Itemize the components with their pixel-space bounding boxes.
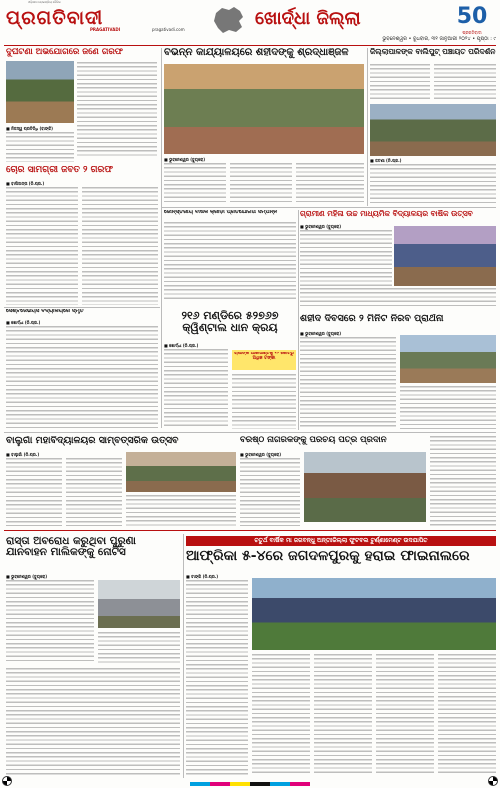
column-rule bbox=[161, 48, 162, 428]
story-7-callout: ଚାଷୀଙ୍କ ଆକାଉଣ୍ଟକୁ ୧୨ କୋଟିରୁ ଅଧିକ ଟଙ୍କା bbox=[234, 352, 294, 361]
story-3-body-col1 bbox=[370, 64, 430, 102]
story-8-photo bbox=[400, 335, 496, 383]
masthead-tagline: ଓଡ଼ିଶାର ଲୋକପ୍ରିୟ ଦୈନିକ bbox=[28, 0, 61, 4]
story-3-photo bbox=[370, 104, 496, 156]
story-12-body-col5 bbox=[438, 654, 496, 776]
story-1-photo bbox=[6, 61, 74, 123]
row-rule bbox=[4, 432, 496, 433]
district-title: ଖୋର୍ଦ୍ଧା ଜିଲ୍ଲା bbox=[255, 8, 361, 29]
column-rule bbox=[298, 210, 299, 430]
story-7-headline: ୨୧୬ ମଣ୍ଡିରେ ୫୨୭୬୭ କ୍ୱିଣ୍ଟାଲ ଧାନ କ୍ରୟ bbox=[181, 310, 279, 334]
story-7-byline: ■ ଖୋର୍ଦ୍ଧା (ନି.ପ୍ର.) bbox=[164, 343, 199, 348]
story-3-byline: ■ ଜଟଣୀ (ନି.ପ୍ର.) bbox=[370, 158, 402, 163]
story-5-byline: ■ ଭୁବନେଶ୍ୱର (ବ୍ୟୁରୋ) bbox=[300, 224, 342, 229]
story-10-headline: ବରିଷ୍ଠ ନାଗରିକଙ୍କୁ ପରିଚୟ ପତ୍ର ପ୍ରଦାନ bbox=[240, 436, 387, 445]
story-2-photo bbox=[164, 64, 364, 154]
masthead-url: pragativadi.com bbox=[152, 27, 185, 32]
story-1-headline: ଦୁର୍ଘଟଣା ଅଭିଯୋଗରେ ଜଣେ ଗିରଫ bbox=[6, 48, 123, 57]
story-12-kicker: ଚତୁର୍ଥ ବାର୍ଷିକ ମା ଜଗବନ୍ଧୁ ଅନ୍ତଃଜିଲ୍ଲା ଫୁଟବଲ ଟୁର୍ଣ୍ଣାମେଣ୍ଟ ଉଦଯାପିତ bbox=[186, 536, 496, 546]
column-rule bbox=[183, 534, 184, 778]
story-5-body bbox=[300, 230, 392, 286]
column-rule bbox=[367, 48, 368, 206]
story-6-headline: ସେଣ୍ଟଜେଭିୟର୍ସ ବିଦ୍ୟାଳୟରେ ସ୍ମୃତି bbox=[6, 309, 84, 314]
story-6-byline: ■ ଖୋର୍ଦ୍ଧା (ନି.ପ୍ର.) bbox=[6, 320, 41, 325]
story-2-headline: ବିଭିନ୍ନ କାର୍ଯ୍ୟାଳୟରେ ଶହୀଦଙ୍କୁ ଶ୍ରଦ୍ଧାଞ୍ଜଳି bbox=[164, 48, 349, 58]
row-rule bbox=[4, 307, 160, 308]
story-2-body-col3 bbox=[296, 163, 364, 205]
story-2-byline: ■ ଭୁବନେଶ୍ୱର (ବ୍ୟୁରୋ) bbox=[164, 157, 206, 162]
story-12-body-col3 bbox=[314, 654, 372, 776]
story-3-body bbox=[370, 164, 496, 204]
story-5-body-lower bbox=[300, 288, 496, 308]
registration-mark-icon bbox=[2, 776, 12, 786]
masthead-logo: ପ୍ରଗତିବାଦୀ bbox=[6, 7, 104, 29]
registration-mark-icon bbox=[488, 776, 498, 786]
story-5-photo bbox=[394, 226, 496, 286]
story-8-headline: ଶହୀଦ ଦିବସରେ ୨ ମିନିଟ ନିରବ ପ୍ରାର୍ଥନା bbox=[300, 314, 444, 324]
story-4-body-col2 bbox=[82, 187, 158, 305]
story-9-body-col2 bbox=[66, 458, 122, 526]
anniversary-number: 50 bbox=[456, 4, 488, 29]
masthead-rule bbox=[4, 45, 496, 46]
story-8-body-right bbox=[400, 386, 496, 429]
anniversary-label: ପ୍ରଗତିବାଦୀ bbox=[462, 30, 482, 35]
story-5-headline: ଗ୍ରାମୀଣ ମହିଳା ଉଚ୍ଚ ମାଧ୍ୟମିକ ବିଦ୍ୟାଳୟର ବାର୍ଷିକ ଉତ୍ସବ bbox=[300, 210, 473, 218]
story-1-body bbox=[77, 62, 157, 156]
story-11-byline: ■ ଭୁବନେଶ୍ୱର (ବ୍ୟୁରୋ) bbox=[6, 574, 48, 579]
story-2-body-col1 bbox=[164, 163, 226, 205]
district-map-icon bbox=[212, 5, 246, 35]
story-5-kicker-body bbox=[164, 222, 296, 302]
masthead-logo-english: PRAGATIVADI bbox=[90, 27, 121, 32]
story-9-byline: ■ ବାଲୁଗାଁ (ନି.ପ୍ର.) bbox=[6, 452, 40, 457]
story-8-continued-body bbox=[430, 436, 496, 526]
story-9-headline: ବାଲୁଗାଁ ମହାବିଦ୍ୟାଳୟର ସାମ୍ବତ୍ସରିକ ଉତ୍ସବ bbox=[6, 436, 179, 446]
story-9-body-col1 bbox=[6, 458, 62, 526]
story-7-body-col2 bbox=[232, 374, 296, 429]
anniversary-logo bbox=[447, 4, 497, 34]
story-2-body-col2 bbox=[230, 163, 292, 205]
story-4-headline: ଚୋରି ସାମଗ୍ରୀ ଜବତ ୨ ଗିରଫ bbox=[6, 166, 114, 175]
dateline: ଭୁବନେଶ୍ୱର • ବୁଧବାର, ୩୧ ଜାନୁଆରୀ ୨୦୨୪ • ପୃଷ୍ଠା : ୯ bbox=[382, 36, 496, 42]
color-bar bbox=[190, 782, 310, 786]
story-3-headline: ଜିଲ୍ଲାପାଳଙ୍କ ବାଲିପୁଟ୍ ପଞ୍ଚାୟତ ପରିଦର୍ଶନ bbox=[370, 48, 496, 56]
story-10-byline: ■ ଭୁବନେଶ୍ୱର (ବ୍ୟୁରୋ) bbox=[240, 452, 282, 457]
story-11-headline: ରାସ୍ତା ଅବରୋଧ କରୁଥିବା ପୁରୁଣା ଯାନବାହନ ମାଲିକଙ୍କୁ ନୋଟିସ bbox=[6, 536, 136, 559]
story-1-byline: ■ ନିଜସ୍ୱ ପ୍ରତିନିଧି (ବାଙ୍କି) bbox=[6, 126, 54, 131]
story-4-byline: ■ ବାଲିଅନ୍ତା (ନି.ପ୍ର.) bbox=[6, 181, 45, 186]
story-11-photo bbox=[98, 580, 180, 628]
story-12-headline: ଆଫ୍ରିକା ୫-୪ରେ ଜଗଦଳପୁରକୁ ହରାଇ ଫାଇନାଲରେ bbox=[186, 549, 470, 564]
story-3-body-col2 bbox=[434, 64, 496, 102]
story-11-body-col2 bbox=[98, 632, 180, 664]
story-11-body-lower bbox=[6, 668, 180, 776]
story-9-body-col3 bbox=[126, 495, 236, 526]
story-4-body-col1 bbox=[6, 187, 78, 305]
story-7-body-col1 bbox=[164, 349, 228, 429]
story-6-body bbox=[6, 326, 158, 429]
story-10-body bbox=[240, 458, 300, 526]
story-9-photo bbox=[126, 452, 236, 492]
story-12-body-col2 bbox=[252, 654, 310, 776]
story-12-byline: ■ ଟାଙ୍ଗି (ନି.ପ୍ର.) bbox=[186, 574, 219, 579]
row-rule bbox=[162, 207, 496, 208]
story-10-photo bbox=[304, 452, 426, 522]
story-11-body-col1 bbox=[6, 580, 94, 664]
story-5-kicker: ଜୋନ୍‌ସ୍ତରୀୟ ବାର୍ଷିକ କ୍ରୀଡ଼ା ପ୍ରତିଯୋଗିତା ସମ୍ପନ୍ନ bbox=[164, 210, 278, 215]
story-12-photo bbox=[252, 578, 496, 650]
story-8-body bbox=[300, 337, 396, 429]
story-12-body-col4 bbox=[376, 654, 434, 776]
story-1-body-left bbox=[6, 132, 74, 162]
section-rule bbox=[4, 530, 496, 531]
story-8-byline: ■ ଭୁବନେଶ୍ୱର (ବ୍ୟୁରୋ) bbox=[300, 331, 342, 336]
story-12-body-col1 bbox=[186, 580, 248, 776]
